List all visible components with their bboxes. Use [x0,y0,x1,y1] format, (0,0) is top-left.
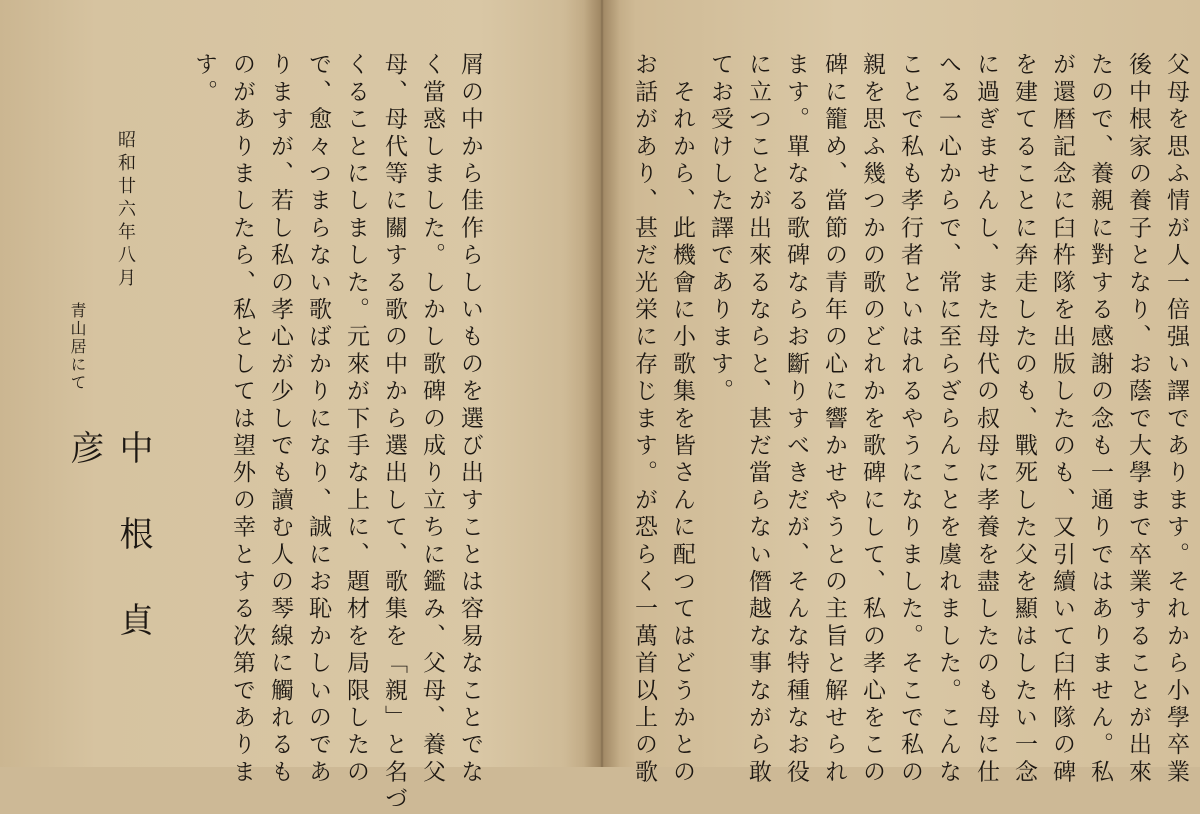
text-column: たので、養親に對する感謝の念も一通りではありません。私 [1087,52,1113,787]
text-column: のがありましたら、私としては望外の幸とする次第でありま [229,52,255,787]
date-line: 昭和廿六年八月 [115,130,136,291]
author-name: 中根貞彦 [64,430,153,688]
text-column: を建てることに奔走したのも、戰死した父を顯はしたい一念 [1011,52,1037,787]
text-column: ます。單なる歌碑ならお斷りすべきだが、そんな特種なお役 [783,52,809,787]
right-page [602,0,1200,787]
text-column: それから、此機會に小歌集を皆さんに配つてはどうかとの [669,52,695,787]
text-column: で、愈々つまらない歌ばかりになり、誠にお恥かしいのであ [305,52,331,787]
text-column: へる一心からで、常に至らざらんことを虞れました。こんな [935,52,961,787]
text-column: 親を思ふ幾つかの歌のどれかを歌碑にして、私の孝心をこの [859,52,885,787]
text-column: 母、母代等に關する歌の中から選出して、歌集を「親」と名づ [381,52,407,814]
text-column: す。 [191,52,217,107]
text-column: 碑に籠め、當節の青年の心に響かせやうとの主旨と解せられ [821,52,847,787]
text-column: くることにしました。元來が下手な上に、題材を局限したの [343,52,369,787]
text-column: 後中根家の養子となり、お蔭で大學まで卒業することが出來 [1125,52,1151,787]
text-column: てお受けした譯であります。 [707,52,733,406]
text-column: に過ぎませんし、また母代の叔母に孝養を盡したのも母に仕 [973,52,999,787]
text-column: りますが、若し私の孝心が少しでも讀む人の琴線に觸れるも [267,52,293,787]
text-column: お話があり、甚だ光栄に存じます。が恐らく一萬首以上の歌 [631,52,657,787]
text-column: 屑の中から佳作らしいものを選び出すことは容易なことでな [457,52,483,787]
place-line: 青山居にて [68,302,87,392]
left-page [0,0,598,814]
text-column: に立つことが出來るならと、甚だ當らない僭越な事ながら敢 [745,52,771,787]
text-column: が還暦記念に臼杵隊を出版したのも、又引續いて臼杵隊の碑 [1049,52,1075,787]
text-column: く當惑しました。しかし歌碑の成り立ちに鑑み、父母、養父 [419,52,445,787]
text-column: ことで私も孝行者といはれるやうになりました。そこで私の [897,52,923,787]
text-column: 父母を思ふ情が人一倍强い譯であります。それから小學卒業 [1163,52,1189,787]
